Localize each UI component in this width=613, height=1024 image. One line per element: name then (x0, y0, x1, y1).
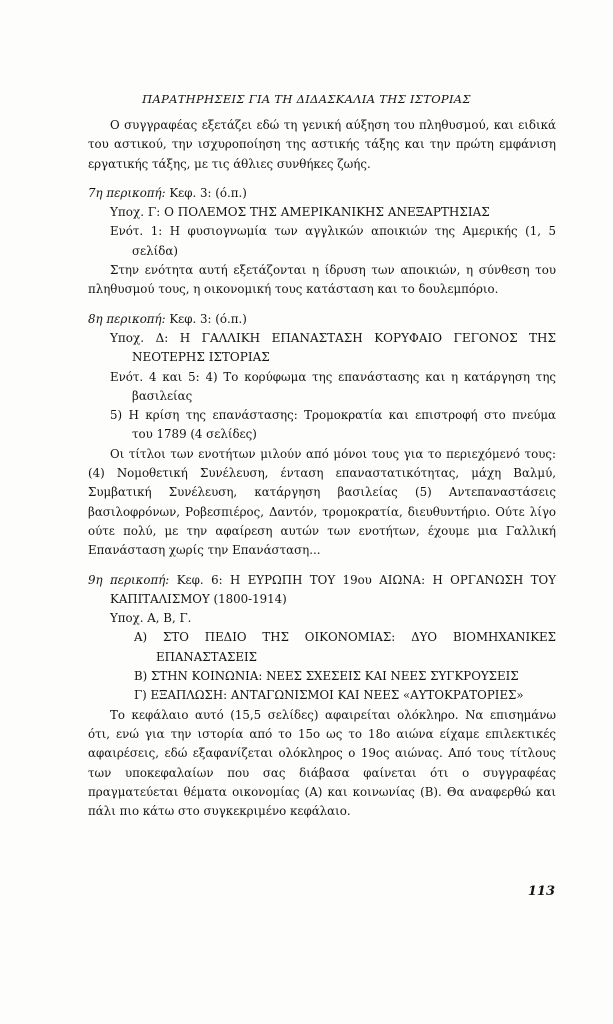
section-8-heading (88, 310, 556, 329)
running-header: ΠΑΡΑΤΗΡΗΣΕΙΣ ΓΙΑ ΤΗ ΔΙΔΑΣΚΑΛΙΑ ΤΗΣ ΙΣΤΟΡΙΑΣ (142, 92, 471, 106)
section-8-unit-4: Ενότ. 4 και 5: 4) Το κορύφωμα της επανάστασης και η κατάργηση της βασιλείας (110, 369, 556, 403)
section-9-item-b: Β) ΣΤΗΝ ΚΟΙΝΩΝΙΑ: ΝΕΕΣ ΣΧΕΣΕΙΣ ΚΑΙ ΝΕΕΣ ΣΥΓΚΡΟΥΣΕΙΣ (134, 669, 519, 684)
section-9-item-c: Γ) ΕΞΑΠΛΩΣΗ: ΑΝΤΑΓΩΝΙΣΜΟΙ ΚΑΙ ΝΕΕΣ «ΑΥΤΟΚΡΑΤΟΡΙΕΣ» (134, 688, 524, 703)
section-7-heading (88, 184, 556, 203)
section-8-text: Οι τίτλοι των ενοτήτων μιλούν από μόνοι τους για το περιεχόμενό τους: (4) Νομοθετική Συνέλευση, ένταση επαναστατικότητας, μάχη Βαλμύ, Συμβατική Συνέλευση, κατάργηση βασιλείας (5) Αντεπαναστάσεις βασιλοφρόνων, Ροβεσπιέρος, Δαντόν, τρομοκρατία, διευθυντήριο. Ούτε λίγο ούτε πολύ, με την αφαίρεση αυτών των ενοτήτων, έχουμε μια Γαλλική Επανάσταση χωρίς την Επανάσταση... (88, 446, 556, 558)
section-7-text: Στην ενότητα αυτή εξετάζονται η ίδρυση των αποικιών, η σύνθεση του πληθυσμού τους, η οικονομική τους κατάσταση και το δουλεμπόριο. (88, 263, 556, 297)
section-9-item-a: Α) ΣΤΟ ΠΕΔΙΟ ΤΗΣ ΟΙΚΟΝΟΜΙΑΣ: ΔΥΟ ΒΙΟΜΗΧΑΝΙΚΕΣ ΕΠΑΝΑΣΤΑΣΕΙΣ (134, 630, 556, 664)
section-7-subchapter: Υποχ. Γ: Ο ΠΟΛΕΜΟΣ ΤΗΣ ΑΜΕΡΙΚΑΝΙΚΗΣ ΑΝΕΞΑΡΤΗΣΙΑΣ (110, 205, 490, 220)
section-9-subchapters: Υποχ. Α, Β, Γ. (110, 611, 192, 626)
section-9-heading (88, 571, 556, 610)
section-8-label: 8η περικοπή: (88, 311, 166, 326)
section-8-unit-5: 5) Η κρίση της επανάστασης: Τρομοκρατία και επιστροφή στο πνεύμα του 1789 (4 σελίδες) (110, 408, 556, 442)
section-9-ref: Κεφ. 6: Η ΕΥΡΩΠΗ ΤΟΥ 19ου ΑΙΩΝΑ: Η ΟΡΓΑΝΩΣΗ ΤΟΥ ΚΑΠΙΤΑΛΙΣΜΟΥ (1800-1914) (110, 572, 556, 606)
section-8-subchapter: Υποχ. Δ: Η ΓΑΛΛΙΚΗ ΕΠΑΝΑΣΤΑΣΗ ΚΟΡΥΦΑΙΟ ΓΕΓΟΝΟΣ ΤΗΣ ΝΕΟΤΕΡΗΣ ΙΣΤΟΡΙΑΣ (110, 330, 556, 365)
section-7-label: 7η περικοπή: (88, 185, 166, 200)
page-number: 113 (527, 884, 555, 899)
section-7-ref: Κεφ. 3: (ό.π.) (165, 185, 247, 200)
intro-paragraph: Ο συγγραφέας εξετάζει εδώ τη γενική αύξηση του πληθυσμού, και ειδικά του αστικού, την ισχυροποίηση της αστικής τάξης και την πρώτη εμφάνιση εργατικής τάξης, με τις άθλιες συνθήκες ζωής. (88, 118, 556, 171)
section-7-unit: Ενότ. 1: Η φυσιογνωμία των αγγλικών αποικιών της Αμερικής (1, 5 σελίδα) (110, 224, 556, 258)
section-8-ref: Κεφ. 3: (ό.π.) (165, 311, 247, 326)
section-9-label: 9η περικοπή: (88, 572, 170, 587)
section-9-text: Το κεφάλαιο αυτό (15,5 σελίδες) αφαιρείται ολόκληρο. Να επισημάνω ότι, ενώ για την ιστορία από το 15ο ως το 18ο αιώνα είχαμε επιλεκτικές αφαιρέσεις, εδώ εξαφανίζεται ολόκληρος ο 19ος αιώνας. Από τους τίτλους των υποκεφαλαίων που σας διάβασα φαίνεται ότι ο συγγραφέας πραγματεύεται θέματα οικονομίας (Α) και κοινωνίας (Β). Θα αναφερθώ και πάλι πιο κάτω στο συγκεκριμένο κεφάλαιο. (88, 707, 556, 819)
page-body (88, 116, 556, 821)
